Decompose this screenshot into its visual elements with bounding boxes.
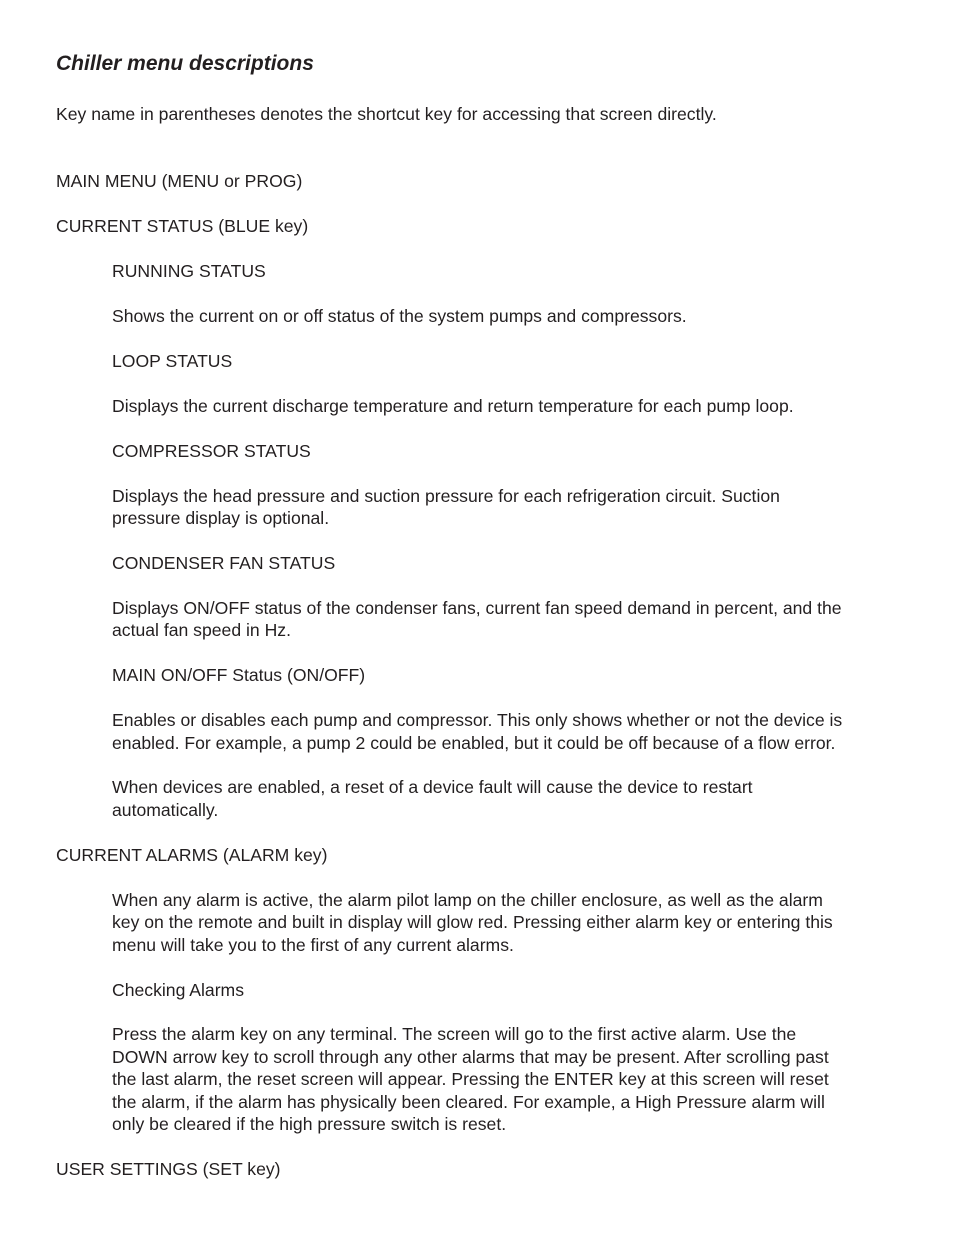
condenser-fan-status-heading: CONDENSER FAN STATUS (112, 553, 336, 573)
devices-enabled-text-line: When devices are enabled, a reset of a device fault will cause the device to restart (112, 777, 753, 797)
alarm-description-line: When any alarm is active, the alarm pilot lamp on the chiller enclosure, as well as the alarm (112, 890, 823, 910)
main-onoff-status-text-line: Enables or disables each pump and compressor. This only shows whether or not the device is (112, 710, 843, 730)
loop-status-text: Displays the current discharge temperature and return temperature for each pump loop. (112, 396, 794, 416)
checking-alarms-text-line: only be cleared if the high pressure switch is reset. (112, 1114, 507, 1134)
intro-text: Key name in parentheses denotes the shortcut key for accessing that screen directly. (56, 104, 717, 124)
running-status-heading: RUNNING STATUS (112, 261, 266, 281)
current-status-heading: CURRENT STATUS (BLUE key) (56, 216, 309, 236)
loop-status-heading: LOOP STATUS (112, 351, 233, 371)
current-alarms-heading: CURRENT ALARMS (ALARM key) (56, 845, 328, 865)
condenser-fan-status-text-line: actual fan speed in Hz. (112, 620, 291, 640)
main-onoff-status-text-line: enabled. For example, a pump 2 could be enabled, but it could be off because of a flow error. (112, 733, 836, 753)
compressor-status-text-line: pressure display is optional. (112, 508, 330, 528)
compressor-status-text-line: Displays the head pressure and suction pressure for each refrigeration circuit. Suction (112, 486, 780, 506)
devices-enabled-text-line: automatically. (112, 800, 219, 820)
alarm-description-line: key on the remote and built in display will glow red. Pressing either alarm key or entering this (112, 912, 833, 932)
checking-alarms-heading: Checking Alarms (112, 980, 245, 1000)
user-settings-heading: USER SETTINGS (SET key) (56, 1159, 281, 1179)
running-status-text: Shows the current on or off status of the system pumps and compressors. (112, 306, 687, 326)
main-onoff-status-heading: MAIN ON/OFF Status (ON/OFF) (112, 665, 366, 685)
alarm-description-line: menu will take you to the first of any current alarms. (112, 935, 514, 955)
compressor-status-heading: COMPRESSOR STATUS (112, 441, 311, 461)
checking-alarms-text-line: the last alarm, the reset screen will appear. Pressing the ENTER key at this screen will reset (112, 1069, 829, 1089)
checking-alarms-text-line: the alarm, if the alarm has physically been cleared. For example, a High Pressure alarm will (112, 1092, 825, 1112)
checking-alarms-text-line: Press the alarm key on any terminal. The screen will go to the first active alarm. Use the (112, 1024, 797, 1044)
condenser-fan-status-text-line: Displays ON/OFF status of the condenser fans, current fan speed demand in percent, and the (112, 598, 842, 618)
main-menu-heading: MAIN MENU (MENU or PROG) (56, 171, 303, 191)
page-title: Chiller menu descriptions (56, 52, 314, 75)
checking-alarms-text-line: DOWN arrow key to scroll through any other alarms that may be present. After scrolling past (112, 1047, 829, 1067)
